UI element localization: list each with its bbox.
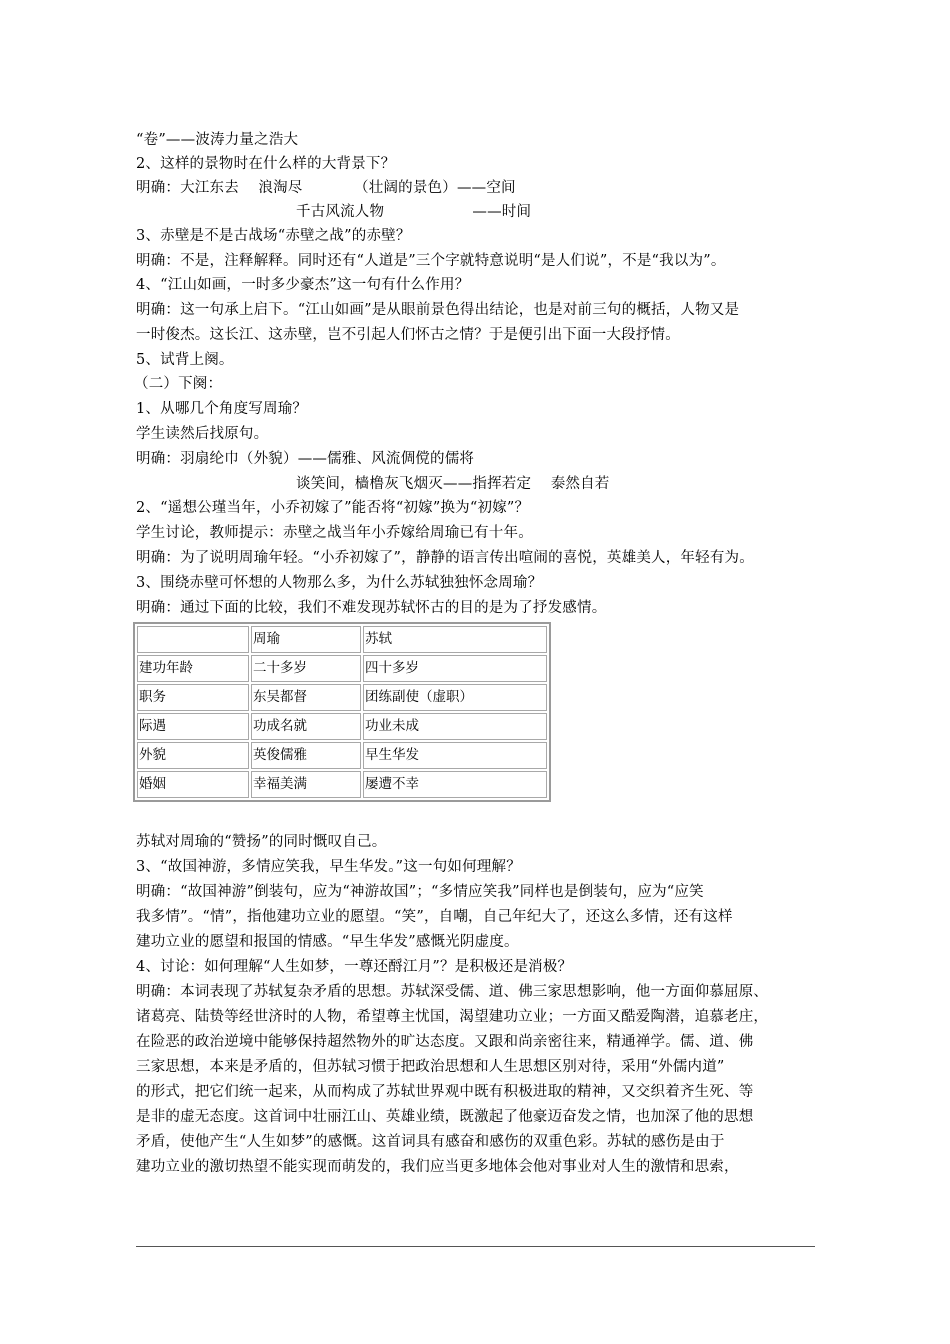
table-cell: 团练副使（虚职） — [363, 684, 547, 711]
text-line: 5、试背上阕。 — [136, 352, 234, 368]
text-line: 明确：羽扇纶巾（外貌）——儒雅、风流倜傥的儒将 — [136, 451, 475, 467]
text-line: 明确：“故国神游”倒装句，应为“神游故国”；“多情应笑我”同样也是倒装句，应为“应笑 — [136, 884, 704, 900]
table-header-cell — [137, 626, 249, 653]
table-row — [137, 655, 547, 682]
text-line: “卷”——波涛力量之浩大 — [136, 132, 299, 148]
text-line: 建功立业的愿望和报国的情感。“早生华发”感慨光阴虚度。 — [136, 934, 519, 950]
table-cell: 幸福美满 — [251, 771, 361, 798]
text-line: 3、围绕赤壁可怀想的人物那么多，为什么苏轼独独怀念周瑜？ — [136, 575, 543, 591]
text-line: 我多情”。“情”，指他建功立业的愿望。“笑”，自嘲，自己年纪大了，还这么多情，还有这样 — [136, 909, 733, 925]
text-line: 千古风流人物 ——时间 — [296, 204, 532, 220]
text-line: 明确：不是，注释解释。同时还有“人道是”三个字就特意说明“是人们说”，不是“我以为”。 — [136, 253, 726, 269]
table-cell: 东吴都督 — [251, 684, 361, 711]
text-line: 的形式，把它们统一起来，从而构成了苏轼世界观中既有积极进取的精神，又交织着齐生死、等 — [136, 1084, 754, 1100]
text-line: 2、这样的景物时在什么样的大背景下？ — [136, 156, 396, 172]
text-line: 是非的虚无态度。这首词中壮丽江山、英雄业绩，既激起了他豪迈奋发之情，也加深了他的思想 — [136, 1109, 754, 1125]
text-line: 明确：本词表现了苏轼复杂矛盾的思想。苏轼深受儒、道、佛三家思想影响，他一方面仰慕屈原、 — [136, 984, 769, 1000]
table-row — [137, 713, 547, 740]
table-cell: 职务 — [137, 684, 249, 711]
table-header-cell: 周瑜 — [251, 626, 361, 653]
footer-divider — [136, 1246, 815, 1247]
text-line: 苏轼对周瑜的“赞扬”的同时慨叹自己。 — [136, 834, 387, 850]
section-heading: （二）下阕： — [134, 376, 223, 392]
text-line: 1、从哪几个角度写周瑜？ — [136, 401, 308, 417]
table-cell: 外貌 — [137, 742, 249, 769]
text-line: 谈笑间，樯橹灰飞烟灭——指挥若定 泰然自若 — [296, 476, 610, 492]
text-line: 4、“江山如画，一时多少豪杰”这一句有什么作用？ — [136, 277, 470, 293]
text-line: 3、“故国神游，多情应笑我，早生华发。”这一句如何理解？ — [136, 859, 521, 875]
text-line: 明确：大江东去 浪淘尽 （壮阔的景色）——空间 — [136, 180, 516, 196]
text-line: 明确：这一句承上启下。“江山如画”是从眼前景色得出结论，也是对前三句的概括，人物又是 — [136, 302, 740, 318]
table-cell: 建功年龄 — [137, 655, 249, 682]
text-line: 学生讨论，教师提示：赤壁之战当年小乔嫁给周瑜已有十年。 — [136, 525, 533, 541]
table-cell: 婚姻 — [137, 771, 249, 798]
table-cell: 功成名就 — [251, 713, 361, 740]
text-line: 一时俊杰。这长江、这赤壁，岂不引起人们怀古之情？于是便引出下面一大段抒情。 — [136, 327, 680, 343]
table-row — [137, 684, 547, 711]
table-cell: 四十多岁 — [363, 655, 547, 682]
text-line: 明确：为了说明周瑜年轻。“小乔初嫁了”，静静的语言传出喧闹的喜悦，英雄美人，年轻有为。 — [136, 550, 754, 566]
text-line: 4、讨论：如何理解“人生如梦，一尊还酹江月”？是积极还是消极？ — [136, 959, 573, 975]
table-row — [137, 742, 547, 769]
text-line: 在险恶的政治逆境中能够保持超然物外的旷达态度。又跟和尚亲密往来，精通禅学。儒、道、佛 — [136, 1034, 754, 1050]
text-line: 明确：通过下面的比较，我们不难发现苏轼怀古的目的是为了抒发感情。 — [136, 600, 607, 616]
comparison-table — [133, 622, 551, 802]
text-line: 3、赤壁是不是古战场“赤壁之战”的赤壁？ — [136, 228, 411, 244]
text-line: 矛盾，使他产生“人生如梦”的感慨。这首词具有感奋和感伤的双重色彩。苏轼的感伤是由于 — [136, 1134, 725, 1150]
text-line: 2、“遥想公瑾当年，小乔初嫁了”能否将“初嫁”换为“初嫁”？ — [136, 500, 530, 516]
table-cell: 二十多岁 — [251, 655, 361, 682]
text-line: 学生读然后找原句。 — [136, 426, 269, 442]
table-header-cell: 苏轼 — [363, 626, 547, 653]
table-cell: 早生华发 — [363, 742, 547, 769]
table-cell: 英俊儒雅 — [251, 742, 361, 769]
table-row — [137, 771, 547, 798]
text-line: 建功立业的激切热望不能实现而萌发的，我们应当更多地体会他对事业对人生的激情和思索， — [136, 1159, 739, 1175]
table-header-row — [137, 626, 547, 653]
table-cell: 功业未成 — [363, 713, 547, 740]
table-cell: 际遇 — [137, 713, 249, 740]
text-line: 诸葛亮、陆贽等经世济时的人物，希望尊主忧国，渴望建功立业；一方面又酷爱陶潜，追慕老庄， — [136, 1009, 769, 1025]
table-cell: 屡遭不幸 — [363, 771, 547, 798]
text-line: 三家思想，本来是矛盾的，但苏轼习惯于把政治思想和人生思想区别对待，采用“外儒内道” — [136, 1059, 725, 1075]
